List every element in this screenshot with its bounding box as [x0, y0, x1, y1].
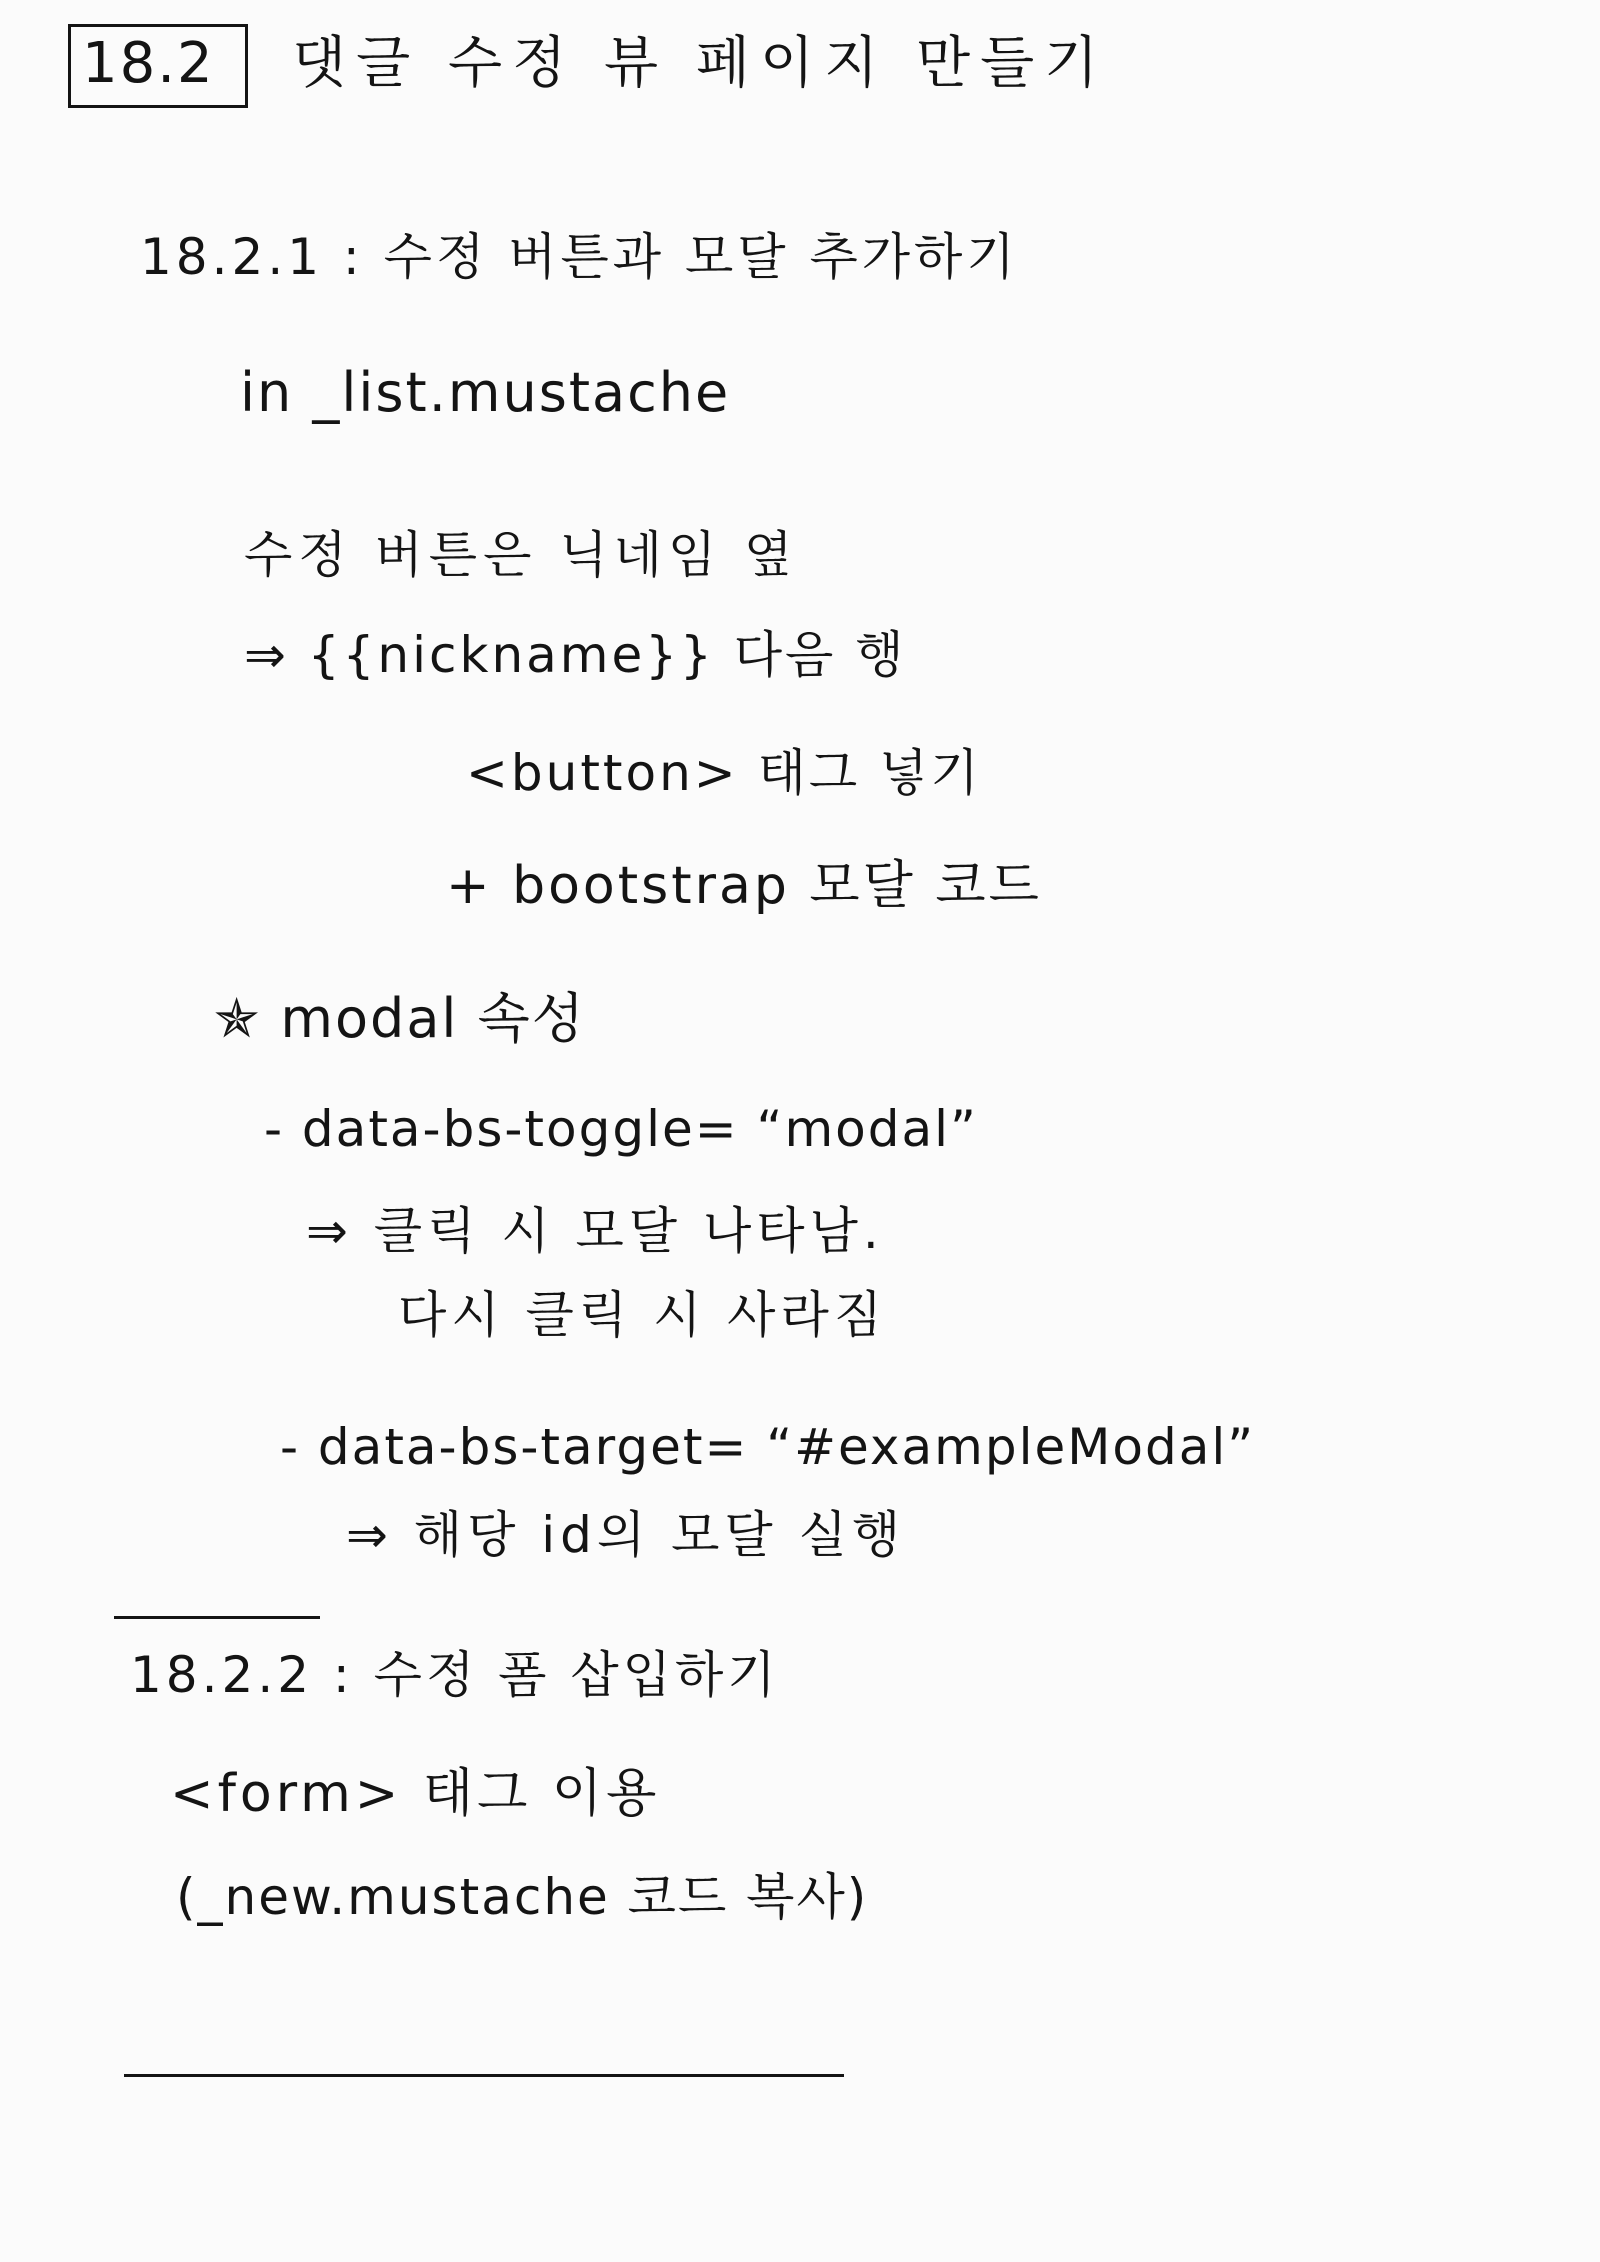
modal-attributes-heading: ✯ modal 속성 — [214, 987, 586, 1050]
note-line-2: ⇒ {{nickname}} 다음 행 — [244, 626, 907, 684]
toggle-description-1: ⇒ 클릭 시 모달 나타남. — [306, 1202, 884, 1260]
note-line-3: <button> 태그 넣기 — [466, 744, 982, 802]
target-description: ⇒ 해당 id의 모달 실행 — [346, 1506, 906, 1564]
toggle-attribute: - data-bs-toggle= “modal” — [264, 1100, 978, 1158]
target-attribute: - data-bs-target= “#exampleModal” — [280, 1418, 1256, 1476]
file-reference: in _list.mustache — [240, 361, 731, 424]
section-number: 18.2 — [82, 31, 215, 96]
toggle-description-2: 다시 클릭 시 사라짐 — [398, 1286, 888, 1344]
divider-long — [124, 2074, 844, 2077]
form-line-1: <form> 태그 이용 — [170, 1764, 661, 1824]
form-line-2: (_new.mustache 코드 복사) — [176, 1868, 869, 1926]
note-line-4: + bootstrap 모달 코드 — [446, 856, 1042, 916]
section-title: 댓글 수정 뷰 페이지 만들기 — [292, 31, 1109, 96]
subsection-2-heading: 18.2.2 : 수정 폼 삽입하기 — [130, 1646, 780, 1704]
divider-short — [114, 1616, 320, 1619]
subsection-1-heading: 18.2.1 : 수정 버튼과 모달 추가하기 — [140, 228, 1019, 286]
note-line-1: 수정 버튼은 닉네임 옆 — [244, 526, 799, 584]
